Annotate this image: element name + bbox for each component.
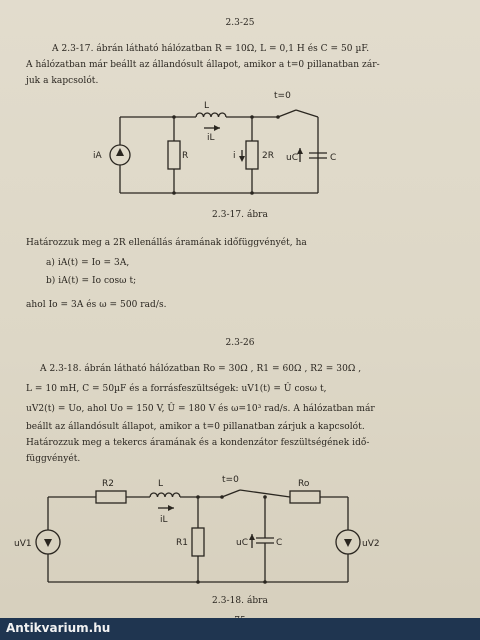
- switch-label: t=0: [274, 91, 291, 101]
- problem-text-line: A hálózatban már beállt az állandósult állapot, amikor a t=0 pillanatban zár-: [26, 60, 380, 70]
- current-label: iL: [207, 133, 215, 143]
- current-label: iL: [160, 515, 168, 525]
- case-item: b) iA(t) = Io cosω t;: [46, 276, 137, 286]
- circuit-diagram: [110, 110, 327, 193]
- problem-text-line: juk a kapcsolót.: [26, 76, 99, 86]
- given-text: ahol Io = 3A és ω = 500 rad/s.: [26, 300, 167, 310]
- problem-text-line: uV2(t) = Uo, ahol Uo = 150 V, Û = 180 V és ω=10³ rad/s. A hálózatban már: [26, 404, 375, 414]
- source-label: uV1: [14, 539, 32, 549]
- problem-text-line: Határozzuk meg a tekercs áramának és a kondenzátor feszültségének idő-: [26, 438, 370, 448]
- figure-caption: 2.3-18. ábra: [212, 596, 268, 606]
- voltage-label: uC: [236, 538, 248, 548]
- problem-text-line: beállt az állandósult állapot, amikor a t=0 pillanatban zárjuk a kapcsolót.: [26, 422, 365, 432]
- circuit-diagram: [36, 490, 360, 582]
- resistor-label: R: [182, 151, 189, 161]
- case-item: a) iA(t) = Io = 3A,: [46, 258, 130, 268]
- task-text: Határozzuk meg a 2R ellenállás áramának időfüggvényét, ha: [26, 238, 307, 248]
- problem-heading: 2.3-25: [225, 18, 255, 28]
- problem-text-line: L = 10 mH, C = 50µF és a forrásfeszültségek: uV1(t) = Û cosω t,: [26, 384, 327, 394]
- watermark-text: Antikvarium.hu: [6, 621, 111, 635]
- inductor-label: L: [204, 101, 210, 111]
- capacitor-label: C: [276, 538, 283, 548]
- problem-text-line: függvényét.: [26, 454, 81, 464]
- problem-text-line: A 2.3-18. ábrán látható hálózatban Ro = 30Ω , R1 = 60Ω , R2 = 30Ω ,: [40, 364, 362, 374]
- source-label: uV2: [362, 539, 380, 549]
- resistor-label: R1: [176, 538, 188, 548]
- watermark: [0, 618, 480, 640]
- voltage-label: uC: [286, 153, 298, 163]
- figure-caption: 2.3-17. ábra: [212, 210, 268, 220]
- current-label: i: [233, 151, 236, 161]
- resistor-label: R2: [102, 479, 114, 489]
- problem-heading: 2.3-26: [225, 338, 255, 348]
- problem-text-line: A 2.3-17. ábrán látható hálózatban R = 10Ω, L = 0,1 H és C = 50 µF.: [52, 44, 370, 54]
- inductor-label: L: [158, 479, 164, 489]
- switch-label: t=0: [222, 475, 239, 485]
- resistor-label: Ro: [298, 479, 310, 489]
- source-label: iA: [93, 151, 102, 161]
- resistor-label: 2R: [262, 151, 274, 161]
- capacitor-label: C: [330, 153, 337, 163]
